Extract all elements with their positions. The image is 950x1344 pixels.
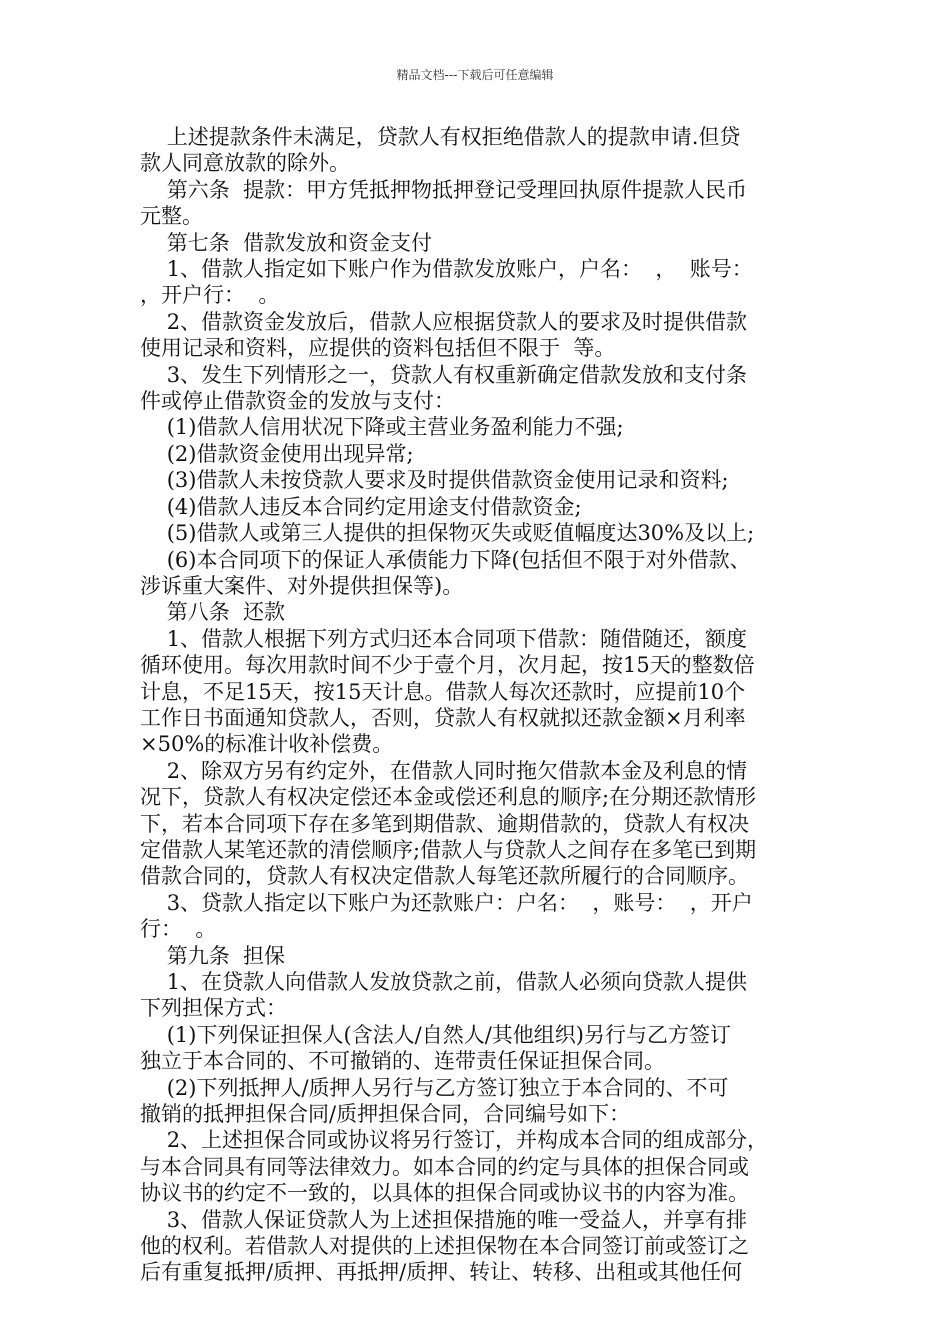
text-line: (4)借款人违反本合同约定用途支付借款资金; xyxy=(140,494,582,519)
page-header: 精品文档---下载后可任意编辑 xyxy=(396,68,554,82)
document-body xyxy=(140,124,820,1286)
text-line: (1)借款人信用状况下降或主营业务盈利能力不强; xyxy=(140,415,624,440)
text-line: 使用记录和资料，应提供的资料包括但不限于 等。 xyxy=(140,336,616,361)
text-line: 第六条 提款：甲方凭抵押物抵押登记受理回执原件提款人民币 xyxy=(140,177,748,202)
text-line: 元整。 xyxy=(140,204,203,229)
text-line: 3、借款人保证贷款人为上述担保措施的唯一受益人，并享有排 xyxy=(140,1207,748,1232)
text-line: 件或停止借款资金的发放与支付： xyxy=(140,389,455,414)
text-line: 2、除双方另有约定外，在借款人同时拖欠借款本金及利息的情 xyxy=(140,758,748,783)
text-line: (2)下列抵押人/质押人另行与乙方签订独立于本合同的、不可 xyxy=(140,1075,729,1100)
text-line: 后有重复抵押/质押、再抵押/质押、转让、转移、出租或其他任何 xyxy=(140,1260,743,1285)
text-line: 借款合同的，贷款人有权决定借款人每笔还款所履行的合同顺序。 xyxy=(140,864,749,889)
text-line: 下列担保方式： xyxy=(140,996,287,1021)
text-line: 工作日书面通知贷款人，否则，贷款人有权就拟还款金额×月利率 xyxy=(140,705,746,730)
text-line: (3)借款人未按贷款人要求及时提供借款资金使用记录和资料; xyxy=(140,468,729,493)
text-line: 1、借款人根据下列方式归还本合同项下借款：随借随还，额度 xyxy=(140,626,748,651)
text-line: (1)下列保证担保人(含法人/自然人/其他组织)另行与乙方签订 xyxy=(140,1022,731,1047)
text-line: 3、贷款人指定以下账户为还款账户：户名： ，账号： ，开户 xyxy=(140,890,753,915)
text-line: 计息，不足15天，按15天计息。借款人每次还款时，应提前10个 xyxy=(140,679,746,704)
text-line: 第九条 担保 xyxy=(140,943,286,968)
text-line: (5)借款人或第三人提供的担保物灭失或贬值幅度达30%及以上; xyxy=(140,521,755,546)
text-line: ，开户行： 。 xyxy=(140,283,280,308)
text-line: 2、借款资金发放后，借款人应根据贷款人的要求及时提供借款 xyxy=(140,309,748,334)
text-line: 撤销的抵押担保合同/质押担保合同，合同编号如下： xyxy=(140,1102,631,1127)
text-line: 与本合同具有同等法律效力。如本合同的约定与具体的担保合同或 xyxy=(140,1154,749,1179)
text-line: 独立于本合同的、不可撤销的、连带责任保证担保合同。 xyxy=(140,1049,665,1074)
text-line: 款人同意放款的除外。 xyxy=(140,151,350,176)
text-line: 下，若本合同项下存在多笔到期借款、逾期借款的，贷款人有权决 xyxy=(140,811,749,836)
text-line: 第八条 还款 xyxy=(140,600,286,625)
text-line: 行： 。 xyxy=(140,917,217,942)
text-line: 定借款人某笔还款的清偿顺序;借款人与贷款人之间存在多笔已到期 xyxy=(140,837,757,862)
text-line: ×50%的标准计收补偿费。 xyxy=(140,732,394,757)
text-line: 上述提款条件未满足，贷款人有权拒绝借款人的提款申请.但贷 xyxy=(140,125,741,149)
text-line: 第七条 借款发放和资金支付 xyxy=(140,230,433,255)
text-line: 1、借款人指定如下账户作为借款发放账户，户名： ， 账号： xyxy=(140,257,753,282)
text-line: 3、发生下列情形之一，贷款人有权重新确定借款发放和支付条 xyxy=(140,362,748,387)
text-line: 2、上述担保合同或协议将另行签订，并构成本合同的组成部分， xyxy=(140,1128,769,1153)
text-line: 循环使用。每次用款时间不少于壹个月，次月起，按15天的整数倍 xyxy=(140,653,755,678)
text-line: (2)借款资金使用出现异常; xyxy=(140,441,414,466)
text-line: 涉诉重大案件、对外提供担保等)。 xyxy=(140,573,464,598)
text-line: 协议书的约定不一致的，以具体的担保合同或协议书的内容为准。 xyxy=(140,1181,749,1206)
text-line: 况下，贷款人有权决定偿还本金或偿还利息的顺序;在分期还款情形 xyxy=(140,785,757,810)
text-line: 他的权利。若借款人对提供的上述担保物在本合同签订前或签订之 xyxy=(140,1234,749,1259)
text-line: (6)本合同项下的保证人承债能力下降(包括但不限于对外借款、 xyxy=(140,547,751,572)
text-line: 1、在贷款人向借款人发放贷款之前，借款人必须向贷款人提供 xyxy=(140,970,748,994)
